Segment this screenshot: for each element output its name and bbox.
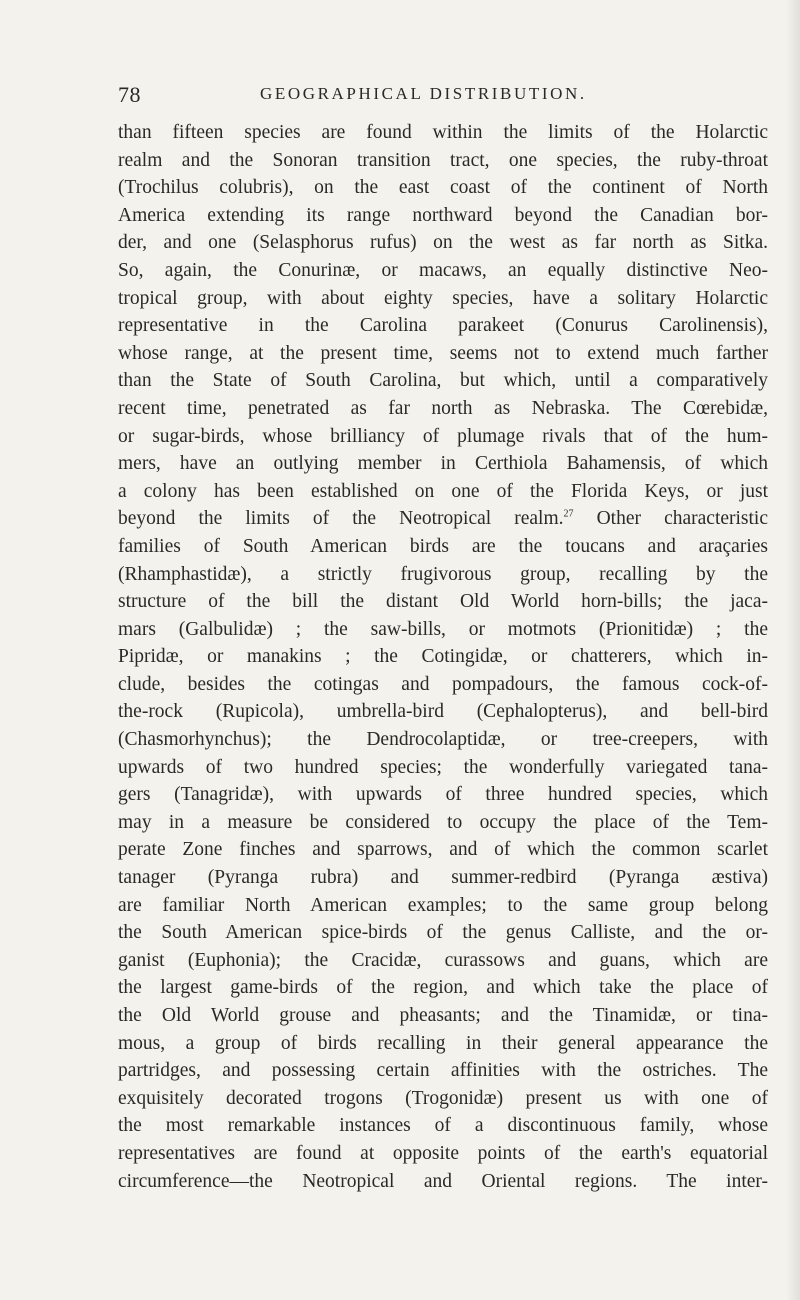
text-line: families of South American birds are the toucans and araçaries bbox=[118, 535, 768, 557]
text-line: the-rock (Rupicola), umbrella-bird (Cephalopterus), and bell-bird bbox=[118, 701, 768, 723]
text-line: (Trochilus colubris), on the east coast of the continent of North bbox=[118, 177, 768, 199]
text-line: mars (Galbulidæ) ; the saw-bills, or motmots (Prionitidæ) ; the bbox=[118, 618, 768, 640]
text-line: tanager (Pyranga rubra) and summer-redbird (Pyranga æstiva) bbox=[118, 867, 768, 889]
text-line: der, and one (Selasphorus rufus) on the west as far north as Sitka. bbox=[118, 232, 768, 254]
text-line: representatives are found at opposite points of the earth's equatorial bbox=[118, 1142, 768, 1164]
page-number: 78 bbox=[118, 82, 141, 107]
text-line: than fifteen species are found within the limits of the Holarctic bbox=[118, 122, 768, 143]
text-line: the most remarkable instances of a discontinuous family, whose bbox=[118, 1115, 768, 1137]
text-line: the largest game-birds of the region, and which take the place of bbox=[118, 977, 768, 999]
page-edge-shadow bbox=[786, 0, 800, 1300]
body-text bbox=[118, 119, 768, 1195]
text-line: whose range, at the present time, seems not to extend much farther bbox=[118, 342, 768, 364]
text-line: realm and the Sonoran transition tract, one species, the ruby-throat bbox=[118, 149, 768, 171]
running-head: GEOGRAPHICAL DISTRIBUTION. bbox=[260, 84, 587, 103]
text-line: may in a measure be considered to occupy the place of the Tem- bbox=[118, 811, 768, 833]
text-line: structure of the bill the distant Old World horn-bills; the jaca- bbox=[118, 591, 768, 613]
text-line: recent time, penetrated as far north as Nebraska. The Cœrebidæ, bbox=[118, 397, 768, 419]
text-segment: Other characteristic bbox=[573, 508, 769, 530]
text-line: the Old World grouse and pheasants; and the Tinamidæ, or tina- bbox=[118, 1005, 768, 1026]
text-line: clude, besides the cotingas and pompadours, the famous cock-of- bbox=[118, 673, 768, 695]
text-line: ganist (Euphonia); the Cracidæ, curassows and guans, which are bbox=[118, 949, 768, 971]
text-line: tropical group, with about eighty species, have a solitary Holarctic bbox=[118, 287, 768, 309]
text-line: mers, have an outlying member in Certhiola Bahamensis, of which bbox=[118, 453, 768, 475]
page-header bbox=[118, 82, 718, 110]
text-line: representative in the Carolina parakeet (Conurus Carolinensis), bbox=[118, 315, 768, 337]
text-line: the South American spice-birds of the genus Calliste, and the or- bbox=[118, 922, 768, 944]
text-line: (Rhamphastidæ), a strictly frugivorous group, recalling by the bbox=[118, 563, 768, 585]
text-line: a colony has been established on one of the Florida Keys, or just bbox=[118, 480, 768, 502]
text-line: upwards of two hundred species; the wonderfully variegated tana- bbox=[118, 756, 768, 778]
text-line: mous, a group of birds recalling in their general appearance the bbox=[118, 1032, 768, 1054]
text-line: (Chasmorhynchus); the Dendrocolaptidæ, or tree-creepers, with bbox=[118, 729, 768, 751]
text-line: are familiar North American examples; to the same group belong bbox=[118, 894, 768, 916]
text-line: perate Zone finches and sparrows, and of which the common scarlet bbox=[118, 839, 768, 861]
text-line: So, again, the Conurinæ, or macaws, an equally distinctive Neo- bbox=[118, 259, 768, 281]
text-line-with-footnote bbox=[118, 505, 768, 533]
text-line: partridges, and possessing certain affinities with the ostriches. The bbox=[118, 1060, 768, 1082]
text-line: circumference—the Neotropical and Oriental regions. The inter- bbox=[118, 1170, 768, 1192]
text-line: than the State of South Carolina, but which, until a comparatively bbox=[118, 370, 768, 392]
text-segment: beyond the limits of the Neotropical realm. bbox=[118, 508, 564, 530]
text-line: or sugar-birds, whose brilliancy of plumage rivals that of the hum- bbox=[118, 425, 768, 447]
footnote-reference: 27 bbox=[563, 508, 574, 520]
text-line: Pipridæ, or manakins ; the Cotingidæ, or chatterers, which in- bbox=[118, 646, 768, 668]
text-line: gers (Tanagridæ), with upwards of three hundred species, which bbox=[118, 784, 768, 806]
text-line: America extending its range northward beyond the Canadian bor- bbox=[118, 204, 768, 226]
text-line: exquisitely decorated trogons (Trogonidæ) present us with one of bbox=[118, 1087, 768, 1109]
